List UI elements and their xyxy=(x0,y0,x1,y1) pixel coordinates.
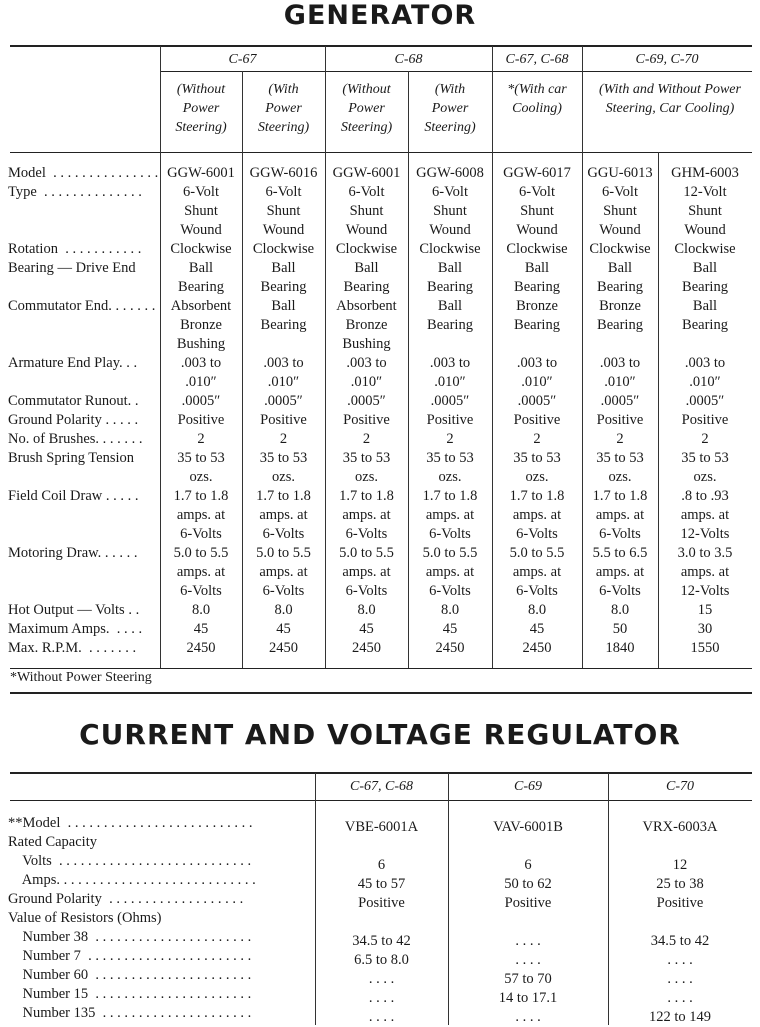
table-cell: .003 to .010″ xyxy=(516,355,558,390)
subhead-c67-with-ps: (With Power Steering) xyxy=(257,82,310,135)
row-label: No. of Brushes. . . . . . . xyxy=(8,431,143,447)
row-label: Model . . . . . . . . . . . . . . . xyxy=(8,165,159,181)
row-label: Ground Polarity . . . . . xyxy=(8,412,139,428)
table-cell: 30 xyxy=(697,621,713,637)
subhead-c68-without-ps: (Without Power Steering) xyxy=(340,82,393,135)
table-cell: Clockwise xyxy=(335,241,398,257)
row-label: Field Coil Draw . . . . . xyxy=(8,488,139,504)
row-label: Type . . . . . . . . . . . . . . xyxy=(8,184,142,200)
reg-header-c69: C-69 xyxy=(514,779,542,794)
reg-table-cell: 34.5 to 42 xyxy=(352,933,411,949)
table-cell: 2450 xyxy=(522,640,552,656)
reg-table-cell: . . . . xyxy=(515,952,541,968)
table-cell: .003 to .010″ xyxy=(180,355,222,390)
reg-table-cell: 34.5 to 42 xyxy=(650,933,710,949)
generator-bottom-rule xyxy=(10,668,752,669)
group-header-c67: C-67 xyxy=(228,52,257,67)
reg-row-label: Value of Resistors (Ohms) xyxy=(8,910,162,926)
table-cell: .003 to .010″ xyxy=(599,355,641,390)
reg-header-c67-c68: C-67, C-68 xyxy=(350,779,413,794)
table-cell: 2 xyxy=(197,431,205,447)
table-cell: 35 to 53 ozs. xyxy=(513,450,561,485)
table-cell: 1.7 to 1.8 amps. at 6-Volts xyxy=(173,488,229,542)
table-cell: 5.5 to 6.5 amps. at 6-Volts xyxy=(592,545,648,599)
row-label: Commutator End. . . . . . . xyxy=(8,298,156,314)
table-cell: 45 xyxy=(193,621,209,637)
table-cell: 2 xyxy=(362,431,371,447)
table-cell: Ball Bearing xyxy=(178,260,224,295)
table-cell: Bronze Bearing xyxy=(514,298,560,333)
reg-table-cell: . . . . xyxy=(667,952,693,968)
table-cell: 2450 xyxy=(435,640,465,656)
row-label: Armature End Play. . . xyxy=(8,355,138,371)
table-cell: 5.0 to 5.5 amps. at 6-Volts xyxy=(509,545,565,599)
table-cell: 3.0 to 3.5 amps. at 12-Volts xyxy=(677,545,733,599)
row-label: Motoring Draw. . . . . . xyxy=(8,545,138,561)
reg-table-cell: . . . . xyxy=(368,971,395,987)
table-cell: 45 xyxy=(529,621,545,637)
regulator-top-rule xyxy=(10,772,752,774)
reg-table-cell: Positive xyxy=(358,895,405,911)
table-cell: Clockwise xyxy=(589,241,651,257)
table-cell: .003 to .010″ xyxy=(684,355,726,390)
table-cell: 8.0 xyxy=(610,602,630,618)
table-cell: 2 xyxy=(446,431,454,447)
table-cell: Positive xyxy=(596,412,644,428)
table-cell: 15 xyxy=(697,602,713,618)
table-cell: 2450 xyxy=(269,640,298,656)
subhead-c68-with-ps: (With Power Steering) xyxy=(424,82,476,135)
table-cell: .003 to .010″ xyxy=(263,355,304,390)
generator-group-rule xyxy=(160,71,752,72)
table-cell: GGW-6008 xyxy=(416,165,484,181)
table-cell: .0005″ xyxy=(517,393,557,409)
table-cell: .0005″ xyxy=(181,393,221,409)
table-cell: 45 xyxy=(276,621,291,637)
table-cell: 2450 xyxy=(352,640,381,656)
reg-row-label: Amps. . . . . . . . . . . . . . . . . . . . . . . . . . . . xyxy=(8,872,256,888)
reg-table-cell: VAV-6001B xyxy=(493,819,563,835)
table-cell: 1.7 to 1.8 amps. at 6-Volts xyxy=(592,488,648,542)
table-cell: Positive xyxy=(260,412,307,428)
table-cell: Clockwise xyxy=(170,241,232,257)
table-cell: Positive xyxy=(343,412,390,428)
reg-table-cell: 57 to 70 xyxy=(504,971,552,987)
table-cell: .0005″ xyxy=(264,393,303,409)
table-cell: 35 to 53 ozs. xyxy=(342,450,391,485)
row-label: Max. R.P.M. . . . . . . . xyxy=(8,640,137,656)
reg-table-cell: 45 to 57 xyxy=(357,876,406,892)
table-cell: 2 xyxy=(533,431,541,447)
table-cell: Ball Bearing xyxy=(682,260,728,295)
reg-table-cell: VRX-6003A xyxy=(642,819,718,835)
table-cell: 35 to 53 ozs. xyxy=(681,450,729,485)
table-cell: 6-Volt Shunt Wound xyxy=(599,184,641,238)
reg-table-cell: . . . . xyxy=(368,990,395,1006)
table-cell: .0005″ xyxy=(347,393,386,409)
generator-end-rule xyxy=(10,692,752,694)
reg-table-cell: . . . . xyxy=(515,933,541,949)
group-header-c69-c70: C-69, C-70 xyxy=(635,52,699,67)
reg-table-cell: Positive xyxy=(504,895,552,911)
table-cell: Bronze Bearing xyxy=(597,298,643,333)
table-cell: 6-Volt Shunt Wound xyxy=(345,184,388,238)
table-cell: 1840 xyxy=(605,640,635,656)
table-cell: 5.0 to 5.5 amps. at 6-Volts xyxy=(256,545,311,599)
table-cell: 1.7 to 1.8 amps. at 6-Volts xyxy=(256,488,311,542)
table-cell: 35 to 53 ozs. xyxy=(259,450,308,485)
reg-table-cell: . . . . xyxy=(667,990,693,1006)
table-cell: 2 xyxy=(701,431,709,447)
table-cell: 5.0 to 5.5 amps. at 6-Volts xyxy=(173,545,229,599)
table-cell: 8.0 xyxy=(274,602,293,618)
table-cell: Clockwise xyxy=(674,241,736,257)
table-cell: 45 xyxy=(442,621,458,637)
table-cell: 35 to 53 ozs. xyxy=(177,450,225,485)
table-cell: .8 to .93 amps. at 12-Volts xyxy=(680,488,730,542)
table-cell: .003 to .010″ xyxy=(346,355,387,390)
table-cell: .003 to .010″ xyxy=(429,355,471,390)
table-cell: 50 xyxy=(612,621,628,637)
reg-table-cell: 12 xyxy=(672,857,688,873)
table-cell: 8.0 xyxy=(191,602,211,618)
reg-table-cell: . . . . xyxy=(368,1009,395,1025)
table-cell: 2 xyxy=(279,431,288,447)
reg-table-cell: 122 to 149 xyxy=(648,1009,712,1025)
table-cell: GGU-6013 xyxy=(587,165,653,181)
reg-row-label: Number 15 . . . . . . . . . . . . . . . . . . . . . . xyxy=(8,986,252,1002)
table-cell: Positive xyxy=(426,412,474,428)
table-cell: Ball Bearing xyxy=(427,298,473,333)
regulator-title: CURRENT AND VOLTAGE REGULATOR xyxy=(79,718,681,751)
table-cell: 8.0 xyxy=(527,602,547,618)
table-cell: GGW-6017 xyxy=(503,165,571,181)
group-header-c67-c68: C-67, C-68 xyxy=(505,52,569,67)
table-cell: .0005″ xyxy=(600,393,640,409)
table-cell: Positive xyxy=(513,412,561,428)
table-cell: Positive xyxy=(177,412,225,428)
table-cell: Ball Bearing xyxy=(260,298,307,333)
table-cell: 1.7 to 1.8 amps. at 6-Volts xyxy=(339,488,394,542)
table-cell: 5.0 to 5.5 amps. at 6-Volts xyxy=(339,545,394,599)
row-label: Maximum Amps. . . . . xyxy=(8,621,143,637)
table-cell: Ball Bearing xyxy=(343,260,390,295)
reg-header-c70: C-70 xyxy=(666,779,694,794)
row-label: Rotation . . . . . . . . . . . xyxy=(8,241,142,257)
reg-table-cell: 6.5 to 8.0 xyxy=(354,952,409,968)
generator-header-rule xyxy=(10,152,752,153)
table-cell: Absorbent Bronze Bushing xyxy=(336,298,397,352)
table-cell: Ball Bearing xyxy=(260,260,307,295)
reg-table-cell: 6 xyxy=(377,857,386,873)
table-cell: .0005″ xyxy=(685,393,725,409)
table-cell: 1.7 to 1.8 amps. at 6-Volts xyxy=(509,488,565,542)
generator-footnote: *Without Power Steering xyxy=(10,670,152,685)
reg-table-cell: 14 to 17.1 xyxy=(498,990,558,1006)
table-cell: Positive xyxy=(681,412,729,428)
row-label: Commutator Runout. . xyxy=(8,393,139,409)
table-cell: Ball Bearing xyxy=(514,260,560,295)
table-cell: 8.0 xyxy=(357,602,376,618)
reg-table-cell: 25 to 38 xyxy=(656,876,704,892)
reg-table-cell: 50 to 62 xyxy=(504,876,552,892)
table-cell: GGW-6016 xyxy=(249,165,318,181)
table-cell: Clockwise xyxy=(419,241,481,257)
table-cell: GGW-6001 xyxy=(167,165,235,181)
table-cell: .0005″ xyxy=(430,393,470,409)
reg-table-cell: Positive xyxy=(656,895,704,911)
reg-row-label: Number 7 . . . . . . . . . . . . . . . . . . . . . . . xyxy=(8,948,252,964)
generator-top-rule xyxy=(10,45,752,47)
group-header-c68: C-68 xyxy=(394,52,423,67)
table-cell: 6-Volt Shunt Wound xyxy=(262,184,305,238)
subhead-c69-c70: (With and Without Power Steering, Car Cooling) xyxy=(599,82,741,116)
table-cell: 45 xyxy=(359,621,374,637)
reg-row-label: Ground Polarity . . . . . . . . . . . . . . . . . . . xyxy=(8,891,244,907)
reg-row-label: Rated Capacity xyxy=(8,834,97,850)
table-cell: 35 to 53 ozs. xyxy=(596,450,644,485)
row-label: Bearing — Drive End xyxy=(8,260,136,276)
table-cell: 6-Volt Shunt Wound xyxy=(516,184,558,238)
table-cell: 12-Volt Shunt Wound xyxy=(683,184,727,238)
row-label: Hot Output — Volts . . xyxy=(8,602,140,618)
table-cell: Ball Bearing xyxy=(427,260,473,295)
table-cell: 6-Volt Shunt Wound xyxy=(180,184,222,238)
reg-table-cell: VBE-6001A xyxy=(344,819,419,835)
generator-title: GENERATOR xyxy=(283,0,477,31)
regulator-header-rule xyxy=(10,800,752,801)
reg-row-label: Number 60 . . . . . . . . . . . . . . . . . . . . . . xyxy=(8,967,252,983)
table-cell: 2450 xyxy=(186,640,216,656)
table-cell: 5.0 to 5.5 amps. at 6-Volts xyxy=(422,545,478,599)
table-cell: 6-Volt Shunt Wound xyxy=(429,184,471,238)
subhead-car-cooling: *(With car Cooling) xyxy=(507,82,567,116)
reg-table-cell: 6 xyxy=(524,857,532,873)
table-cell: 35 to 53 ozs. xyxy=(426,450,474,485)
table-cell: Clockwise xyxy=(252,241,315,257)
reg-row-label: **Model . . . . . . . . . . . . . . . . . . . . . . . . . . xyxy=(8,815,253,831)
reg-table-cell: . . . . xyxy=(515,1009,541,1025)
subhead-c67-without-ps: (Without Power Steering) xyxy=(175,82,227,135)
reg-row-label: Number 135 . . . . . . . . . . . . . . . . . . . . . xyxy=(8,1005,252,1021)
table-cell: 8.0 xyxy=(440,602,460,618)
table-cell: 1.7 to 1.8 amps. at 6-Volts xyxy=(422,488,478,542)
table-cell: Ball Bearing xyxy=(682,298,728,333)
row-label: Brush Spring Tension xyxy=(8,450,135,466)
table-cell: GHM-6003 xyxy=(671,165,739,181)
reg-row-label: Number 38 . . . . . . . . . . . . . . . . . . . . . . xyxy=(8,929,252,945)
table-cell: 2 xyxy=(616,431,624,447)
table-cell: Absorbent Bronze Bushing xyxy=(170,298,232,352)
table-cell: GGW-6001 xyxy=(332,165,401,181)
table-cell: Ball Bearing xyxy=(597,260,643,295)
table-cell: 1550 xyxy=(690,640,720,656)
reg-row-label: Volts . . . . . . . . . . . . . . . . . . . . . . . . . . . xyxy=(8,853,252,869)
table-cell: Clockwise xyxy=(506,241,568,257)
reg-table-cell: . . . . xyxy=(667,971,693,987)
